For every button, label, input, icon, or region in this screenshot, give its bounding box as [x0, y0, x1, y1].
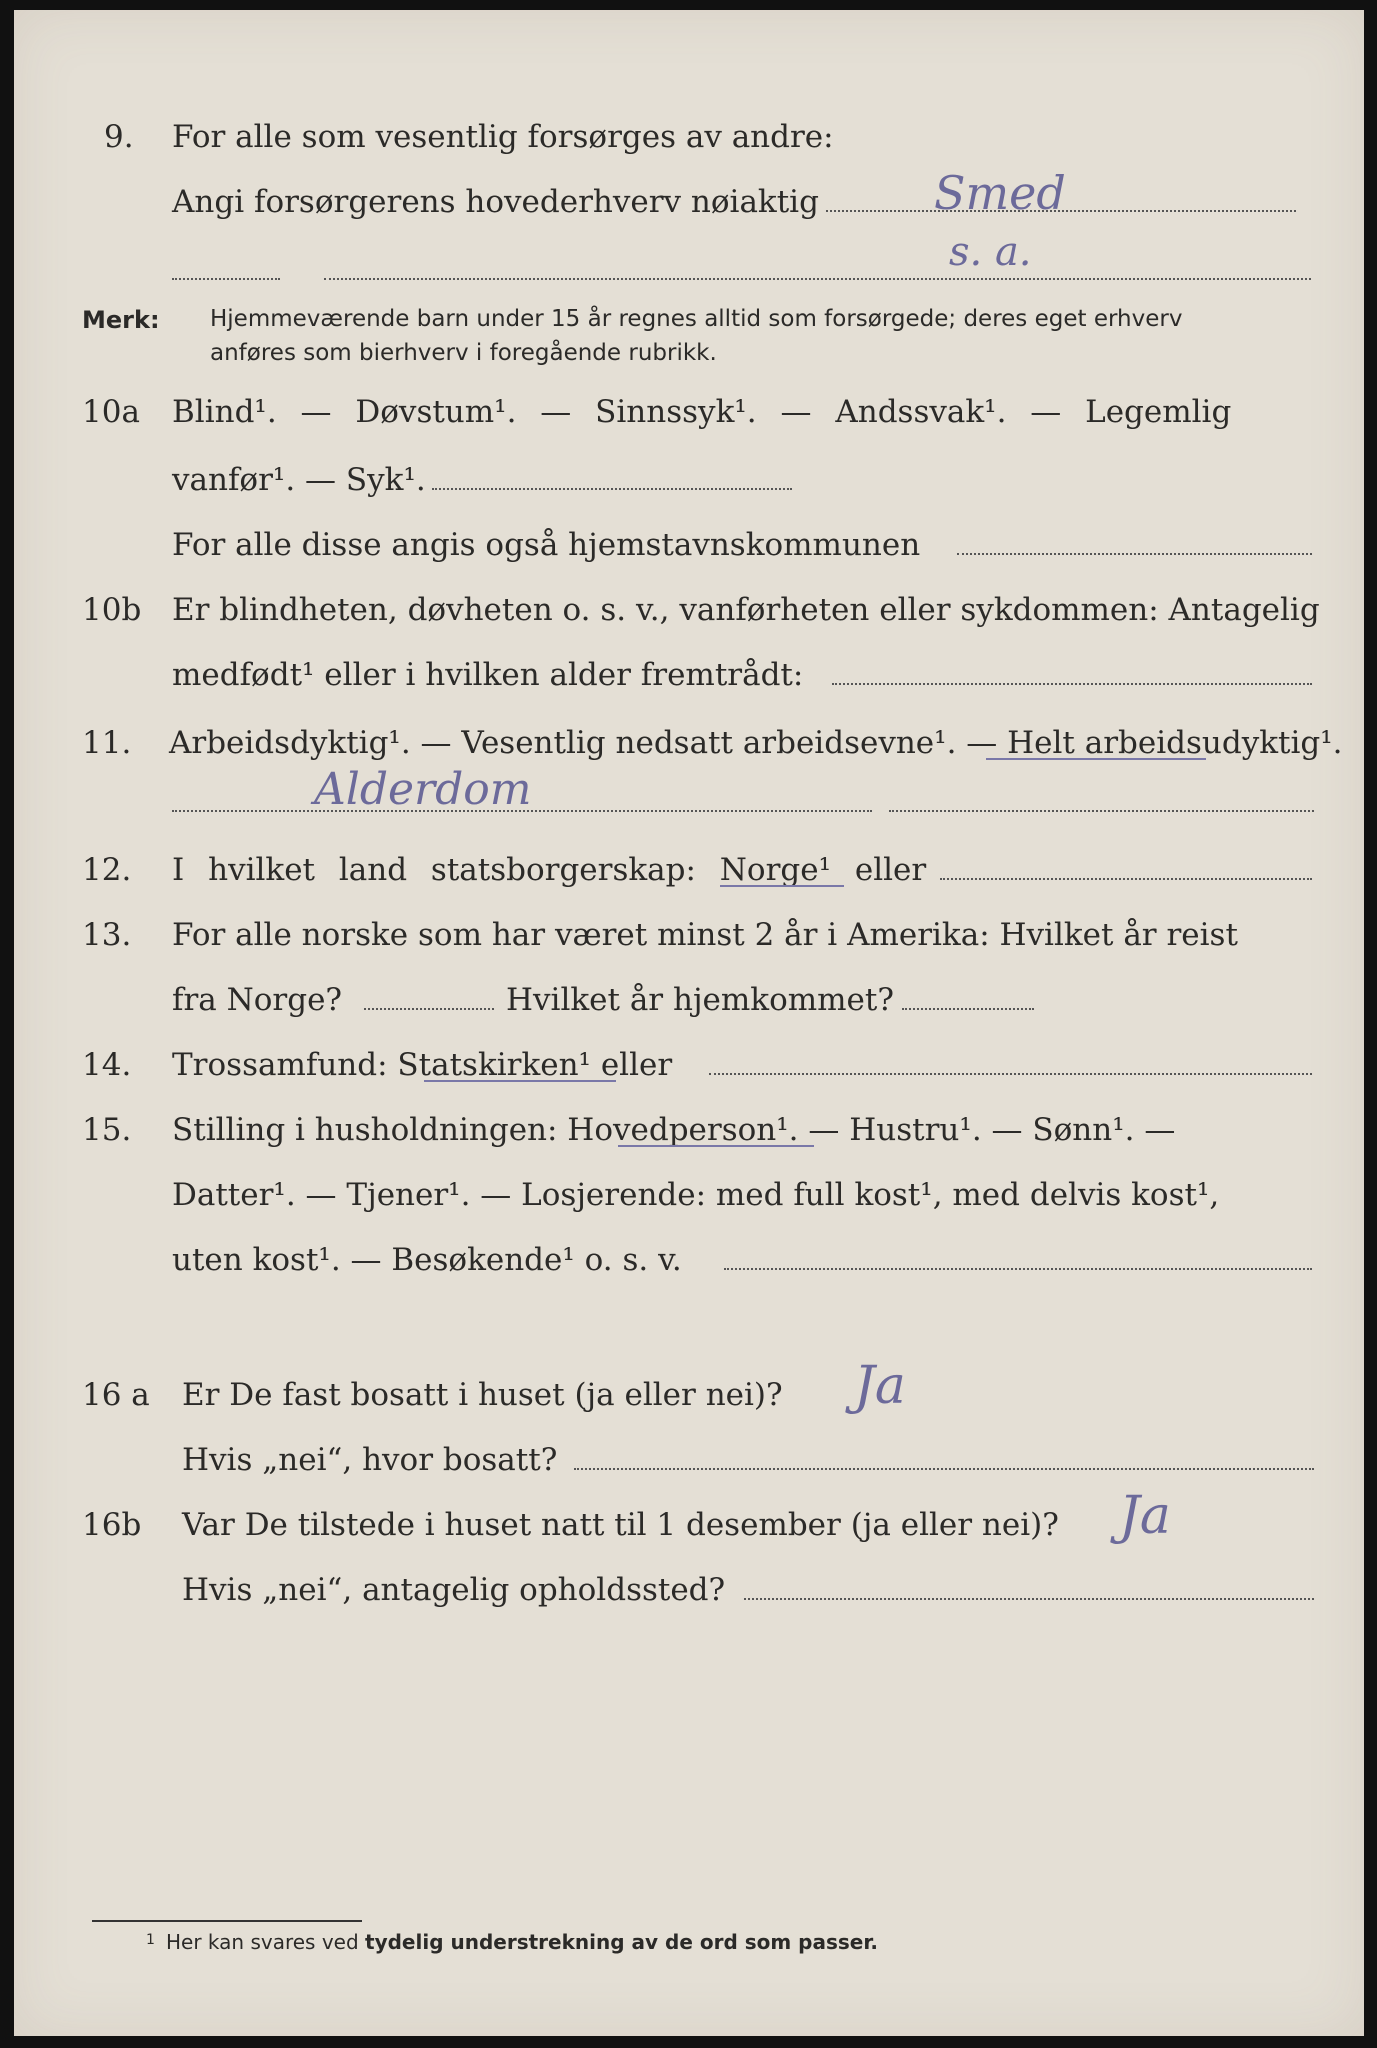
merk-label: Merk:	[82, 306, 160, 334]
merk-line2: anføres som bierhverv i foregående rubrikk.	[210, 340, 717, 366]
q9-line2: Angi forsørgerens hovederhverv nøiaktig	[172, 184, 819, 220]
q10a-line1: Blind¹. — Døvstum¹. — Sinnssyk¹. — Andssvak¹. — Legemlig	[172, 394, 1232, 430]
q16a-line1: Er De fast bosatt i huset (ja eller nei)?	[182, 1377, 783, 1413]
footnote-bold: tydelig understrekning av de ord som passer.	[365, 1930, 878, 1954]
q9-number: 9.	[104, 119, 134, 155]
q15-number: 15.	[82, 1112, 132, 1148]
q11-answer-line-left[interactable]	[172, 810, 872, 812]
q15-line2: Datter¹. — Tjener¹. — Losjerende: med full kost¹, med delvis kost¹,	[172, 1177, 1220, 1213]
q10b-line1: Er blindheten, døvheten o. s. v., vanførheten eller sykdommen: Antagelig	[172, 592, 1320, 628]
q9-line1: For alle som vesentlig forsørges av andre:	[172, 119, 834, 155]
q16a-handwritten-answer: Ja	[854, 1356, 906, 1416]
q9-extra-line-left[interactable]	[172, 278, 280, 280]
q10a-number: 10a	[82, 394, 140, 430]
q12-number: 12.	[82, 852, 132, 888]
footnote-text	[166, 1930, 878, 1954]
q9-handwritten-answer: Smed	[934, 166, 1066, 220]
q10a-hjemstavn-line[interactable]	[957, 553, 1312, 555]
q10b-line2: medfødt¹ eller i hvilken alder fremtrådt:	[172, 657, 804, 693]
q16a-number: 16 a	[82, 1377, 150, 1413]
q10b-number: 10b	[82, 592, 142, 628]
q13-line2a: fra Norge?	[172, 982, 343, 1018]
q9-handwritten-answer2: s. a.	[949, 229, 1032, 275]
q11-underline-mark	[986, 758, 1206, 760]
q13-line1: For alle norske som har været minst 2 år i Amerika: Hvilket år reist	[172, 917, 1238, 953]
q10a-syk-line[interactable]	[432, 488, 792, 490]
q11-answer-line-right[interactable]	[889, 810, 1314, 812]
q15-stilling-line[interactable]	[724, 1268, 1312, 1270]
q11-handwritten-answer: Alderdom	[314, 764, 532, 815]
q12-line1: I hvilket land statsborgerskap: Norge¹ eller	[172, 852, 927, 888]
q14-line1: Trossamfund: Statskirken¹ eller	[172, 1047, 673, 1083]
q10b-alder-line[interactable]	[832, 683, 1312, 685]
q12-underline-mark	[720, 885, 844, 887]
q16b-opholdssted-line[interactable]	[744, 1598, 1314, 1600]
q12-country-line[interactable]	[940, 878, 1312, 880]
q13-number: 13.	[82, 917, 132, 953]
q13-line2b: Hvilket år hjemkommet?	[506, 982, 894, 1018]
q16b-line1: Var De tilstede i huset natt til 1 desember (ja eller nei)?	[182, 1507, 1059, 1543]
q13-hjemkommet-line[interactable]	[902, 1008, 1034, 1010]
q10a-line3: For alle disse angis også hjemstavnskommunen	[172, 527, 921, 563]
form-page	[14, 10, 1364, 2036]
q15-line1: Stilling i husholdningen: Hovedperson¹. — Hustru¹. — Sønn¹. —	[172, 1112, 1176, 1148]
q16a-bosatt-line[interactable]	[574, 1468, 1314, 1470]
q9-extra-line-right[interactable]	[324, 278, 1311, 280]
q13-reist-line[interactable]	[364, 1008, 494, 1010]
q10a-line2: vanfør¹. — Syk¹.	[172, 462, 426, 498]
q16b-handwritten-answer: Ja	[1119, 1486, 1171, 1546]
q11-number: 11.	[82, 725, 132, 761]
q15-line3: uten kost¹. — Besøkende¹ o. s. v.	[172, 1242, 682, 1278]
footnote-plain: Her kan svares ved	[166, 1930, 359, 1954]
q16b-number: 16b	[82, 1507, 142, 1543]
footnote-mark: 1	[146, 1932, 155, 1948]
q16a-line2: Hvis „nei“, hvor bosatt?	[182, 1442, 558, 1478]
merk-line1: Hjemmeværende barn under 15 år regnes alltid som forsørgede; deres eget erhverv	[210, 306, 1183, 332]
q14-trossamfund-line[interactable]	[709, 1073, 1312, 1075]
q14-underline-mark	[424, 1080, 616, 1082]
footnote-rule	[92, 1920, 362, 1922]
q15-underline-mark	[618, 1145, 814, 1147]
q16b-line2: Hvis „nei“, antagelig opholdssted?	[182, 1572, 726, 1608]
q14-number: 14.	[82, 1047, 132, 1083]
q11-line1: Arbeidsdyktig¹. — Vesentlig nedsatt arbeidsevne¹. — Helt arbeidsudyktig¹.	[169, 725, 1343, 761]
